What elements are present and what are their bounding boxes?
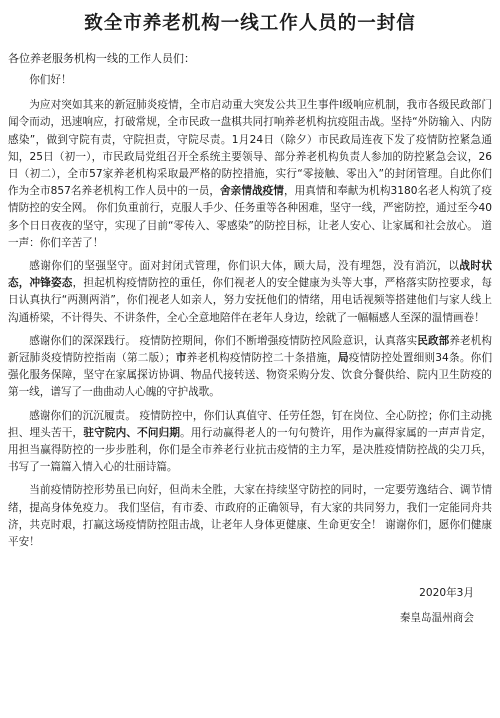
- paragraph-3-bold: 局: [337, 352, 349, 365]
- paragraph-3: [8, 333, 492, 402]
- paragraph-3-segment: 感谢你们的深深践行。 疫情防控期间，你们不断增强疫情防控风险意识，认真落实: [29, 334, 418, 347]
- paragraph-2-bold: 战时状态，冲锋姿态: [8, 260, 492, 290]
- paragraph-1-segment: ，用真情和奉献为机构3180名老人构筑了疫情防控的安全网。 你们负重前行，克服人手少、任务重等各种困难，坚守一线，严密防控，通过至今40多个日日夜夜的坚守，实现了目前“零传入、零感染”的防控目标，让老人安心、让家属和社会放心。 道一声：你们辛苦了！: [8, 185, 493, 249]
- letter-signature: 秦皇岛温州商会: [399, 612, 474, 625]
- paragraph-3-segment: 疫情防控处置细则34条。你们强化服务保障，坚守在家属探访协调、物品代接转送、物资采购分发、饮食分餐供给、院内卫生防疫的第一线，谱写了一曲曲动人心魄的守护战歌。: [8, 352, 493, 399]
- paragraph-1: [8, 97, 492, 252]
- paragraph-3-bold: 民政部: [417, 334, 450, 347]
- paragraph-3-segment: 养老机构疫情防控二十条措施，: [186, 352, 338, 365]
- paragraph-2-segment: 感谢你们的坚强坚守。面对封闭式管理，你们识大体，顾大局，没有埋怨，没有消沉，以: [29, 260, 460, 273]
- paragraph-1-bold: 舍亲情战疫情: [220, 185, 284, 198]
- paragraph-4-segment: 。用行动赢得老人的一句句赞许，用作为赢得家属的一声声肯定，用担当赢得防控的一步步胜利，你们是全市养老行业抗击疫情的主力军，是决胜疫情防控战的尖刀兵，书写了一篇篇入情入心的壮丽诗篇。: [8, 426, 493, 474]
- paragraph-2: [8, 258, 492, 327]
- paragraph-3-bold: 市: [175, 352, 187, 365]
- letter-date: 2020年3月: [419, 587, 474, 600]
- greeting: 你们好！: [29, 74, 72, 86]
- letter-title: 致全市养老机构一线工作人员的一封信: [84, 13, 416, 34]
- paragraph-4-segment: 感谢你们的沉沉履责。 疫情防控中，你们认真值守、任劳任怨，钉在岗位、全心防控；你们主动挑担、埋头苦干，: [8, 409, 492, 439]
- paragraph-5-segment: 当前疫情防控形势虽已向好，但尚未全胜，大家在持续坚守防控的同时，一定要劳逸结合、调节情绪，提高身体免疫力。 我们坚信，有市委、市政府的正确领导，有大家的共同努力，我们一定能同舟共济，共克时艰，打赢这场疫情防控阻击战，让老年人身体更健康、生命更安全！ 谢谢你们，愿你们健康平安！: [8, 484, 492, 549]
- paragraph-2-segment: ，担起机构疫情防控的重任，你们视老人的安全健康为头等大事，严格落实防控要求，每日认真执行“两测两消”，你们视老人如亲人，努力安抚他们的情绪，用电话视频等搭建他们与家人线上沟通桥梁，不计得失、不讲条件，全心全意地陪伴在老年人身边，绘就了一幅幅感人至深的温情画卷！: [8, 277, 493, 324]
- salutation: 各位养老服务机构一线的工作人员们：: [8, 52, 195, 65]
- paragraph-4-bold: 驻守院内、不问归期: [83, 426, 181, 439]
- paragraph-1-segment: 为应对突如其来的新冠肺炎疫情，全市启动重大突发公共卫生事件Ⅰ级响应机制，我市各级民政部门闻令而动，迅速响应，打破常规，全市民政一盘棋共同打响养老机构抗疫阻击战。坚持“外防输入、内防感染”，做到守院有责，守院担责，守院尽责。1月24日（除夕）市民政局连夜下发了疫情防控紧急通知，25日（初一），市民政局党组召开全系统主要领导、部分养老机构负责人参加的防控紧急会议，26日（初二），全市57家养老机构采取最严格的防控措施，实行“零接触、零出入”的封闭管理。自此你们作为全市857名养老机构工作人员中的一员，: [8, 99, 492, 198]
- paragraph-4: [8, 408, 492, 477]
- paragraph-5: [8, 482, 492, 551]
- paragraph-3-segment: 养老机构新冠肺炎疫情防控指南（第二版）；: [8, 334, 493, 365]
